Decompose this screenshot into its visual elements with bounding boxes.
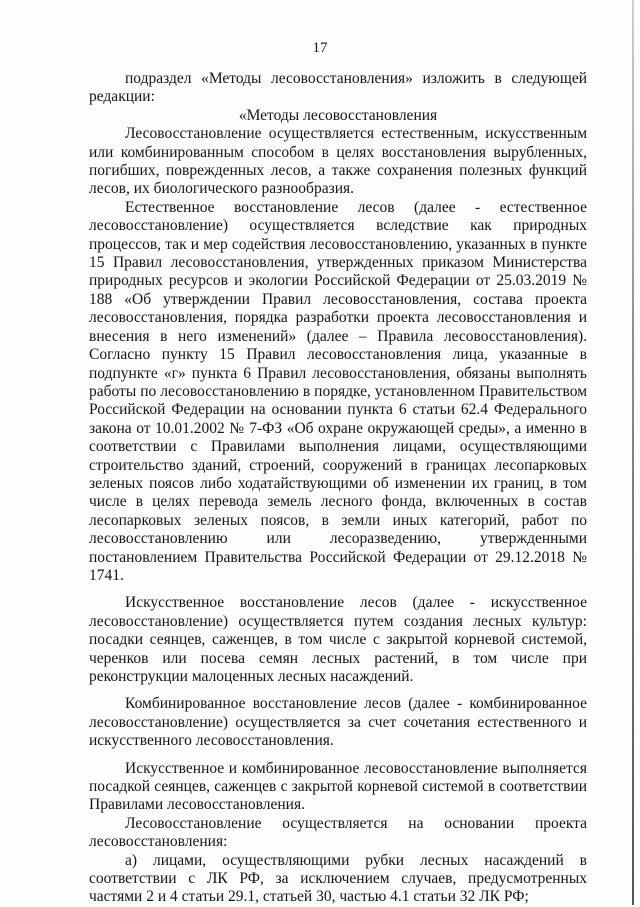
- intro-paragraph: подраздел «Методы лесовосстановления» изложить в следующей редакции:: [89, 70, 587, 106]
- paragraph-combined: Комбинированное восстановление лесов (далее - комбинированное лесовосстановление) осуществляется за счет сочетания естественного и искусственного лесовосстановления.: [89, 695, 587, 750]
- paragraph-planting: Искусственное и комбинированное лесовосстановление выполняется посадкой сеянцев, саженцев с закрытой корневой системой в соответствии Правилами лесовосстановления.: [89, 759, 587, 814]
- paragraph-natural: Естественное восстановление лесов (далее - естественное лесовосстановление) осуществляется вследствие как природных процессов, так и мер содействия лесовосстановлению, указанных в пункте 15 Правил лесовосстановления, утвержденных приказом Министерства природных ресурсов и экологии Российской Федерации от 25.03.2019 № 188 «Об утверждении Правил лесовосстановления, состава проекта лесовосстановления, порядка разработки проекта лесовосстановления и внесения в него изменений» (далее – Правила лесовосстановления). Согласно пункту 15 Правил лесовосстановления лица, указанные в подпункте «г» пункта 6 Правил лесовосстановления, обязаны выполнять работы по лесовосстановлению в порядке, установленном Правительством Российской Федерации на основании пункта 6 статьи 62.4 Федерального закона от 10.01.2002 № 7-ФЗ «Об охране окружающей среды», а именно в соответствии с Правилами выполнения лицами, осуществляющими строительство зданий, строений, сооружений в границах лесопарковых зеленых поясов либо ходатайствующими об изменении их границ, в том числе в целях перевода земель лесного фонда, включенных в состав лесопарковых зеленых поясов, в земли иных категорий, работ по лесовосстановлению или лесоразведению, утвержденными постановлением Правительства Российской Федерации от 29.12.2018 № 1741.: [89, 198, 587, 584]
- section-heading: «Методы лесовосстановления: [238, 106, 438, 124]
- list-item-a: а) лицами, осуществляющими рубки лесных насаждений в соответствии с ЛК РФ, за исключением случаев, предусмотренных частями 2 и 4 статьи 29.1, статьей 30, частью 4.1 статьи 32 ЛК РФ;: [89, 851, 587, 906]
- paragraph-artificial: Искусственное восстановление лесов (далее - искусственное лесовосстановление) осуществляется путем создания лесных культур: посадки сеянцев, саженцев, в том числе с закрытой корневой системой, черенков или посева семян лесных растений, в том числе при реконструкции малоценных лесных насаждений.: [89, 594, 587, 685]
- document-body: [89, 70, 587, 907]
- paragraph-general: Лесовосстановление осуществляется естественным, искусственным или комбинированным способом в целях восстановления вырубленных, погибших, поврежденных лесов, а также сохранения полезных функций лесов, их биологического разнообразия.: [89, 125, 587, 198]
- page-number: 17: [312, 40, 328, 56]
- scan-edge-shadow: [632, 0, 634, 905]
- paragraph-project-basis: Лесовосстановление осуществляется на основании проекта лесовосстановления:: [89, 814, 587, 851]
